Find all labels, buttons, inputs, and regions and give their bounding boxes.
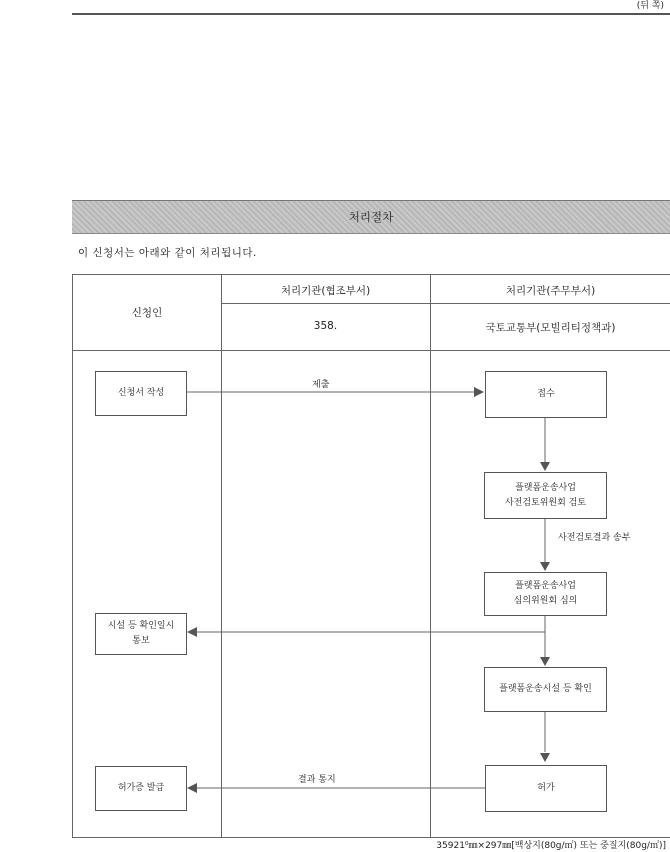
label-result-notice: 결과 통지	[298, 775, 336, 785]
paper-spec-footer: 35921⁰㎜×297㎜[백상지(80g/㎡) 또는 중질지(80g/㎡)]	[436, 841, 666, 851]
header-cooperating-dept: 358.	[313, 320, 338, 332]
step-pre-review-line1: 플랫폼운송사업	[515, 482, 576, 493]
step-permit	[485, 765, 607, 812]
submit-arrowhead	[474, 387, 484, 397]
step-receive	[485, 371, 607, 418]
check-arrowhead	[540, 657, 550, 666]
label-submit: 제출	[312, 380, 330, 390]
header-main-org: 처리기관(주무부서)	[505, 285, 596, 297]
step-notify-date-line1: 시설 등 확인일시	[107, 621, 175, 631]
step-deliberation-line2: 심의위원회 심의	[513, 596, 578, 606]
step-pre-review-line2: 사전검토위원회 검토	[504, 497, 587, 508]
header-applicant: 신청인	[131, 307, 163, 319]
step-issue-license-text: 허가증 발급	[117, 783, 165, 793]
result-arrowhead	[187, 783, 197, 793]
header-main-dept: 국토교통부(모빌리티정책과)	[485, 322, 616, 334]
step-apply	[95, 371, 187, 416]
step-deliberation	[484, 572, 607, 616]
header-cooperating-org: 처리기관(협조부서)	[280, 285, 371, 297]
step-pre-review	[484, 472, 607, 519]
step-notify-date	[95, 613, 187, 655]
notify-arrowhead	[187, 627, 197, 637]
label-send-result: 사전검토결과 송부	[558, 533, 631, 543]
deliberate-arrowhead	[540, 562, 550, 571]
page-side-note: (뒤 쪽)	[636, 1, 664, 11]
step-facility-check	[484, 667, 607, 712]
step-apply-text: 신청서 작성	[117, 388, 165, 398]
section-title: 처리절차	[348, 210, 394, 224]
permit-arrowhead	[540, 753, 550, 762]
intro-text: 이 신청서는 아래와 같이 처리됩니다.	[78, 247, 257, 259]
step-notify-date-line2: 통보	[132, 636, 150, 646]
step-issue-license	[95, 766, 187, 811]
step-permit-text: 허가	[537, 783, 555, 793]
step-receive-text: 접수	[537, 389, 555, 399]
step-deliberation-line1: 플랫폼운송사업	[515, 581, 576, 591]
review-arrowhead	[540, 462, 550, 471]
step-facility-check-text: 플랫폼운송시설 등 확인	[499, 684, 592, 694]
